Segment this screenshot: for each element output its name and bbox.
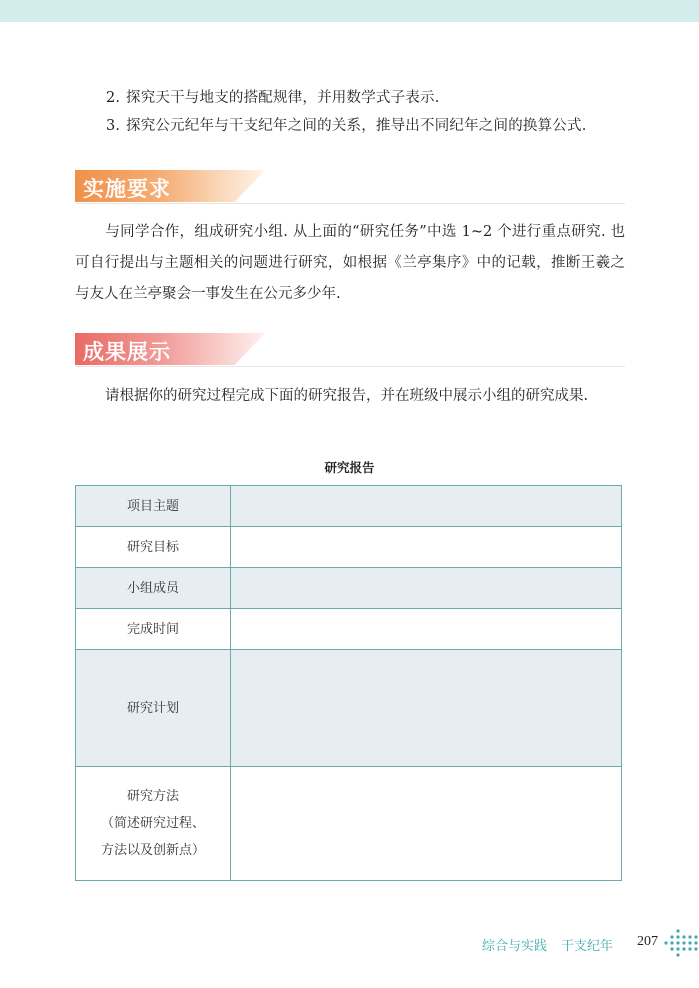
table-row-topic [76, 486, 621, 526]
research-report-table [75, 485, 622, 881]
label-line: 研究方法 [126, 789, 179, 804]
row-label: 小组成员 [76, 568, 231, 608]
section-title: 成果展示 [83, 340, 171, 364]
row-value-field[interactable] [231, 767, 621, 880]
table-row-members [76, 567, 621, 608]
task-item-2 [106, 88, 440, 108]
label-line: 方法以及创新点） [100, 843, 205, 858]
page-footer [482, 935, 613, 954]
row-value-field[interactable] [231, 486, 621, 526]
table-row-goal [76, 526, 621, 567]
table-row-method [76, 766, 621, 880]
row-label: 项目主题 [76, 486, 231, 526]
paragraph-text: 与同学合作，组成研究小组. 从上面的“研究任务”中选 1~2 个进行重点研究. 也可自行提出与主题相关的问题进行研究，如根据《兰亭集序》中的记载，推断王羲之与友人在兰亭聚会一事发生在公元多少年. [75, 224, 625, 302]
row-label-multiline [76, 767, 231, 880]
row-value-field[interactable] [231, 650, 621, 766]
task-number: 2. [106, 90, 121, 106]
heading-divider [75, 366, 625, 367]
table-row-completion-time [76, 608, 621, 649]
heading-divider [75, 203, 625, 204]
footer-topic: 干支纪年 [561, 939, 614, 954]
paragraph-text: 请根据你的研究过程完成下面的研究报告，并在班级中展示小组的研究成果. [105, 388, 589, 404]
task-text: 探究天干与地支的搭配规律，并用数学式子表示. [126, 90, 440, 106]
row-label: 完成时间 [76, 609, 231, 649]
section-heading-requirements [75, 170, 625, 204]
footer-section: 综合与实践 [482, 939, 548, 954]
row-value-field[interactable] [231, 527, 621, 567]
label-line: （简述研究过程、 [100, 816, 205, 831]
row-label: 研究目标 [76, 527, 231, 567]
row-value-field[interactable] [231, 609, 621, 649]
top-color-band [0, 0, 699, 22]
task-item-3 [106, 116, 587, 136]
dot-grid-decoration-icon [662, 928, 699, 958]
requirements-paragraph [75, 217, 625, 310]
section-title: 实施要求 [83, 177, 171, 201]
section-heading-results [75, 333, 625, 367]
row-label: 研究计划 [76, 650, 231, 766]
page-number: 207 [637, 934, 658, 949]
results-paragraph [75, 381, 625, 412]
row-value-field[interactable] [231, 568, 621, 608]
task-number: 3. [106, 118, 121, 134]
table-row-plan [76, 649, 621, 766]
report-title: 研究报告 [324, 460, 375, 475]
task-text: 探究公元纪年与干支纪年之间的关系，推导出不同纪年之间的换算公式. [126, 118, 587, 134]
